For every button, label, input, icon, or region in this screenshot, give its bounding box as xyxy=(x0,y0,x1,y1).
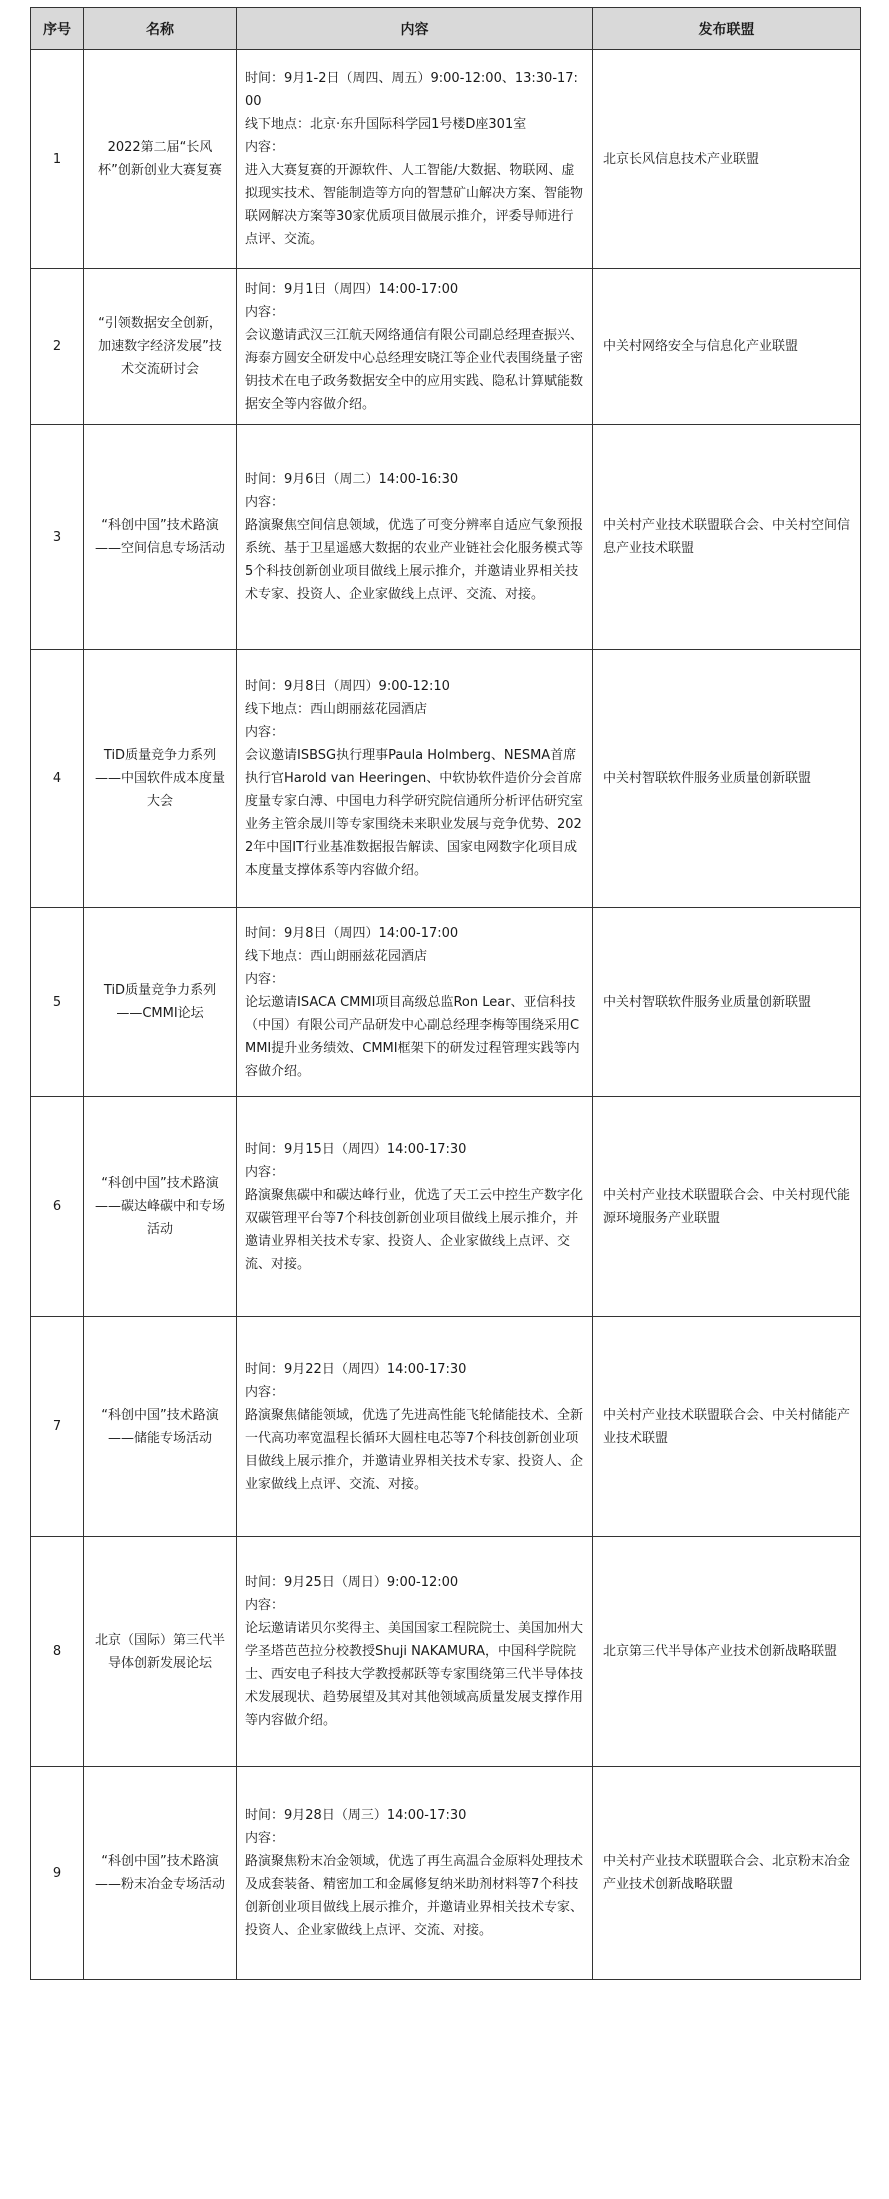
row-org: 中关村产业技术联盟联合会、中关村空间信息产业技术联盟 xyxy=(593,425,861,650)
table-header-row xyxy=(31,8,861,50)
content-time: 时间：9月8日（周四）9:00-12:10 xyxy=(245,679,450,694)
header-org: 发布联盟 xyxy=(593,8,861,50)
content-label: 内容： xyxy=(245,140,285,155)
row-name: TiD质量竞争力系列——CMMI论坛 xyxy=(84,908,237,1097)
row-content xyxy=(237,908,593,1097)
content-label: 内容： xyxy=(245,725,285,740)
header-name: 名称 xyxy=(84,8,237,50)
row-name: “科创中国”技术路演——碳达峰碳中和专场活动 xyxy=(84,1097,237,1317)
content-label: 内容： xyxy=(245,495,285,510)
row-content xyxy=(237,425,593,650)
row-content xyxy=(237,1317,593,1537)
row-org: 中关村产业技术联盟联合会、中关村现代能源环境服务产业联盟 xyxy=(593,1097,861,1317)
table-row xyxy=(31,50,861,269)
row-org: 中关村智联软件服务业质量创新联盟 xyxy=(593,908,861,1097)
row-name: 北京（国际）第三代半导体创新发展论坛 xyxy=(84,1537,237,1767)
row-index: 8 xyxy=(31,1537,84,1767)
row-org: 北京第三代半导体产业技术创新战略联盟 xyxy=(593,1537,861,1767)
content-body: 路演聚焦储能领域，优选了先进高性能飞轮储能技术、全新一代高功率宽温程长循环大圆柱电芯等7个科技创新创业项目做线上展示推介，并邀请业界相关技术专家、投资人、企业家做线上点评、交流、对接。 xyxy=(245,1407,584,1492)
row-index: 1 xyxy=(31,50,84,269)
content-body: 论坛邀请诺贝尔奖得主、美国国家工程院院士、美国加州大学圣塔芭芭拉分校教授Shuji NAKAMURA，中国科学院院士、西安电子科技大学教授郝跃等专家围绕第三代半导体技术发展现状、趋势展望及其对其他领域高质量发展支撑作用等内容做介绍。 xyxy=(245,1621,584,1728)
content-label: 内容： xyxy=(245,971,285,987)
content-label: 内容： xyxy=(245,304,285,320)
content-body: 会议邀请武汉三江航天网络通信有限公司副总经理查振兴、海泰方圆安全研发中心总经理安晓江等企业代表围绕量子密钥技术在电子政务数据安全中的应用实践、隐私计算赋能数据安全等内容做介绍。 xyxy=(245,327,584,412)
content-body: 会议邀请ISBSG执行理事Paula Holmberg、NESMA首席执行官Harold van Heeringen、中软协软件造价分会首席度量专家白溥、中国电力科学研究院信通所分析评估研究室业务主管余晟川等专家围绕未来职业发展与竞争优势、2022年中国IT行业基准数据报告解读、国家电网数字化项目成本度量支撑体系等内容做介绍。 xyxy=(245,748,584,878)
table-row xyxy=(31,425,861,650)
row-index: 9 xyxy=(31,1767,84,1980)
row-org: 中关村网络安全与信息化产业联盟 xyxy=(593,269,861,425)
content-time: 时间：9月1日（周四）14:00-17:00 xyxy=(245,281,459,297)
table-row xyxy=(31,269,861,425)
row-index: 3 xyxy=(31,425,84,650)
table-row xyxy=(31,1097,861,1317)
content-label: 内容： xyxy=(245,1384,285,1400)
header-index: 序号 xyxy=(31,8,84,50)
content-time: 时间：9月25日（周日）9:00-12:00 xyxy=(245,1575,459,1590)
row-index: 2 xyxy=(31,269,84,425)
events-table xyxy=(30,7,861,1980)
content-location: 线下地点：西山朗丽兹花园酒店 xyxy=(245,702,428,717)
row-index: 5 xyxy=(31,908,84,1097)
row-org: 中关村智联软件服务业质量创新联盟 xyxy=(593,650,861,908)
table-row xyxy=(31,1317,861,1537)
table-row xyxy=(31,908,861,1097)
row-name: “科创中国”技术路演——空间信息专场活动 xyxy=(84,425,237,650)
content-location: 线下地点：西山朗丽兹花园酒店 xyxy=(245,948,428,964)
content-time: 时间：9月28日（周三）14:00-17:30 xyxy=(245,1808,467,1823)
content-label: 内容： xyxy=(245,1164,285,1180)
content-body: 进入大赛复赛的开源软件、人工智能/大数据、物联网、虚拟现实技术、智能制造等方向的智慧矿山解决方案、智能物联网解决方案等30家优质项目做展示推介，评委导师进行点评、交流。 xyxy=(245,163,584,247)
row-name: 2022第二届“长风杯”创新创业大赛复赛 xyxy=(84,50,237,269)
content-body: 路演聚焦碳中和碳达峰行业，优选了天工云中控生产数字化双碳管理平台等7个科技创新创业项目做线上展示推介，并邀请业界相关技术专家、投资人、企业家做线上点评、交流、对接。 xyxy=(245,1187,584,1272)
row-index: 4 xyxy=(31,650,84,908)
content-body: 路演聚焦空间信息领域，优选了可变分辨率自适应气象预报系统、基于卫星遥感大数据的农业产业链社会化服务模式等5个科技创新创业项目做线上展示推介，并邀请业界相关技术专家、投资人、企业家做线上点评、交流、对接。 xyxy=(245,518,584,602)
row-content xyxy=(237,1537,593,1767)
events-table-container xyxy=(30,7,860,1980)
row-index: 6 xyxy=(31,1097,84,1317)
row-content xyxy=(237,1767,593,1980)
row-content xyxy=(237,1097,593,1317)
row-index: 7 xyxy=(31,1317,84,1537)
row-org: 中关村产业技术联盟联合会、北京粉末冶金产业技术创新战略联盟 xyxy=(593,1767,861,1980)
content-body: 路演聚焦粉末冶金领域，优选了再生高温合金原料处理技术及成套装备、精密加工和金属修复纳米助剂材料等7个科技创新创业项目做线上展示推介，并邀请业界相关技术专家、投资人、企业家做线上点评、交流、对接。 xyxy=(245,1854,584,1938)
row-name: “引领数据安全创新，加速数字经济发展”技术交流研讨会 xyxy=(84,269,237,425)
content-label: 内容： xyxy=(245,1831,285,1846)
content-time: 时间：9月8日（周四）14:00-17:00 xyxy=(245,925,459,941)
row-name: TiD质量竞争力系列——中国软件成本度量大会 xyxy=(84,650,237,908)
table-row xyxy=(31,650,861,908)
row-org: 北京长风信息技术产业联盟 xyxy=(593,50,861,269)
content-time: 时间：9月1-2日（周四、周五）9:00-12:00、13:30-17:00 xyxy=(245,71,578,109)
content-time: 时间：9月15日（周四）14:00-17:30 xyxy=(245,1141,467,1157)
row-name: “科创中国”技术路演——粉末冶金专场活动 xyxy=(84,1767,237,1980)
table-row xyxy=(31,1767,861,1980)
content-location: 线下地点：北京·东升国际科学园1号楼D座301室 xyxy=(245,117,527,132)
content-label: 内容： xyxy=(245,1598,285,1613)
row-content xyxy=(237,50,593,269)
row-content xyxy=(237,269,593,425)
table-row xyxy=(31,1537,861,1767)
row-name: “科创中国”技术路演——储能专场活动 xyxy=(84,1317,237,1537)
content-time: 时间：9月22日（周四）14:00-17:30 xyxy=(245,1361,467,1377)
header-content: 内容 xyxy=(237,8,593,50)
content-body: 论坛邀请ISACA CMMI项目高级总监Ron Lear、亚信科技（中国）有限公司产品研发中心副总经理李梅等围绕采用CMMI提升业务绩效、CMMI框架下的研发过程管理实践等内容做介绍。 xyxy=(245,994,580,1079)
row-content xyxy=(237,650,593,908)
content-time: 时间：9月6日（周二）14:00-16:30 xyxy=(245,472,459,487)
row-org: 中关村产业技术联盟联合会、中关村储能产业技术联盟 xyxy=(593,1317,861,1537)
